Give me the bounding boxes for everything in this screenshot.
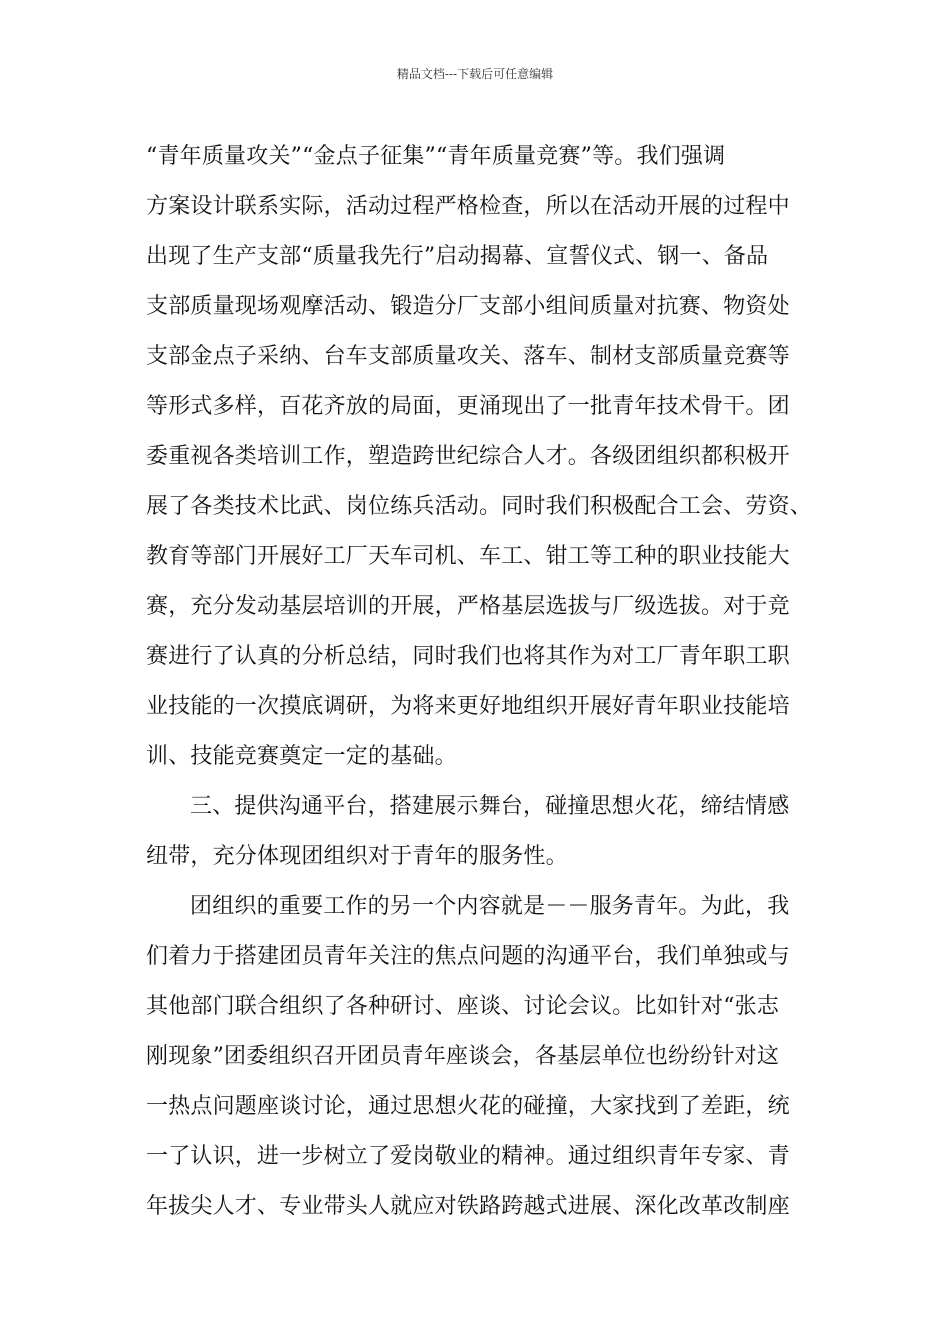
text-line: 刚现象”团委组织召开团员青年座谈会，各基层单位也纷纷针对这 xyxy=(146,1044,780,1069)
text-line: “青年质量攻关”“金点子征集”“青年质量竞赛”等。我们强调 xyxy=(146,144,726,169)
section-heading-line: 纽带，充分体现团组织对于青年的服务性。 xyxy=(146,844,568,869)
text-line: 展了各类技术比武、岗位练兵活动。同时我们积极配合工会、劳资、 xyxy=(146,494,813,519)
text-line: 支部质量现场观摩活动、锻造分厂支部小组间质量对抗赛、物资处 xyxy=(146,294,790,319)
text-line: 赛，充分发动基层培训的开展，严格基层选拔与厂级选拔。对于竞 xyxy=(146,594,790,619)
document-body xyxy=(146,132,826,1232)
text-line: 等形式多样，百花齐放的局面，更涌现出了一批青年技术骨干。团 xyxy=(146,394,790,419)
text-line: 一了认识，进一步树立了爱岗敬业的精神。通过组织青年专家、青 xyxy=(146,1144,790,1169)
text-line: 团组织的重要工作的另一个内容就是－－服务青年。为此，我 xyxy=(190,894,790,919)
text-line: 们着力于搭建团员青年关注的焦点问题的沟通平台，我们单独或与 xyxy=(146,944,790,969)
text-line: 一热点问题座谈讨论，通过思想火花的碰撞，大家找到了差距，统 xyxy=(146,1094,790,1119)
section-heading-line: 三、提供沟通平台，搭建展示舞台，碰撞思想火花，缔结情感 xyxy=(190,794,790,819)
text-line: 其他部门联合组织了各种研讨、座谈、讨论会议。比如针对“张志 xyxy=(146,994,780,1019)
text-line: 委重视各类培训工作，塑造跨世纪综合人才。各级团组织都积极开 xyxy=(146,444,790,469)
text-line: 出现了生产支部“质量我先行”启动揭幕、宣誓仪式、钢一、备品 xyxy=(146,244,769,269)
text-line: 年拔尖人才、专业带头人就应对铁路跨越式进展、深化改革改制座 xyxy=(146,1194,790,1219)
text-line: 训、技能竞赛奠定一定的基础。 xyxy=(146,744,457,769)
page-header: 精品文档---下载后可任意编辑 xyxy=(396,67,554,81)
text-line: 方案设计联系实际，活动过程严格检查，所以在活动开展的过程中 xyxy=(146,194,790,219)
text-line: 业技能的一次摸底调研，为将来更好地组织开展好青年职业技能培 xyxy=(146,694,790,719)
text-line: 赛进行了认真的分析总结，同时我们也将其作为对工厂青年职工职 xyxy=(146,644,790,669)
text-line: 教育等部门开展好工厂天车司机、车工、钳工等工种的职业技能大 xyxy=(146,544,790,569)
text-line: 支部金点子采纳、台车支部质量攻关、落车、制材支部质量竞赛等 xyxy=(146,344,790,369)
